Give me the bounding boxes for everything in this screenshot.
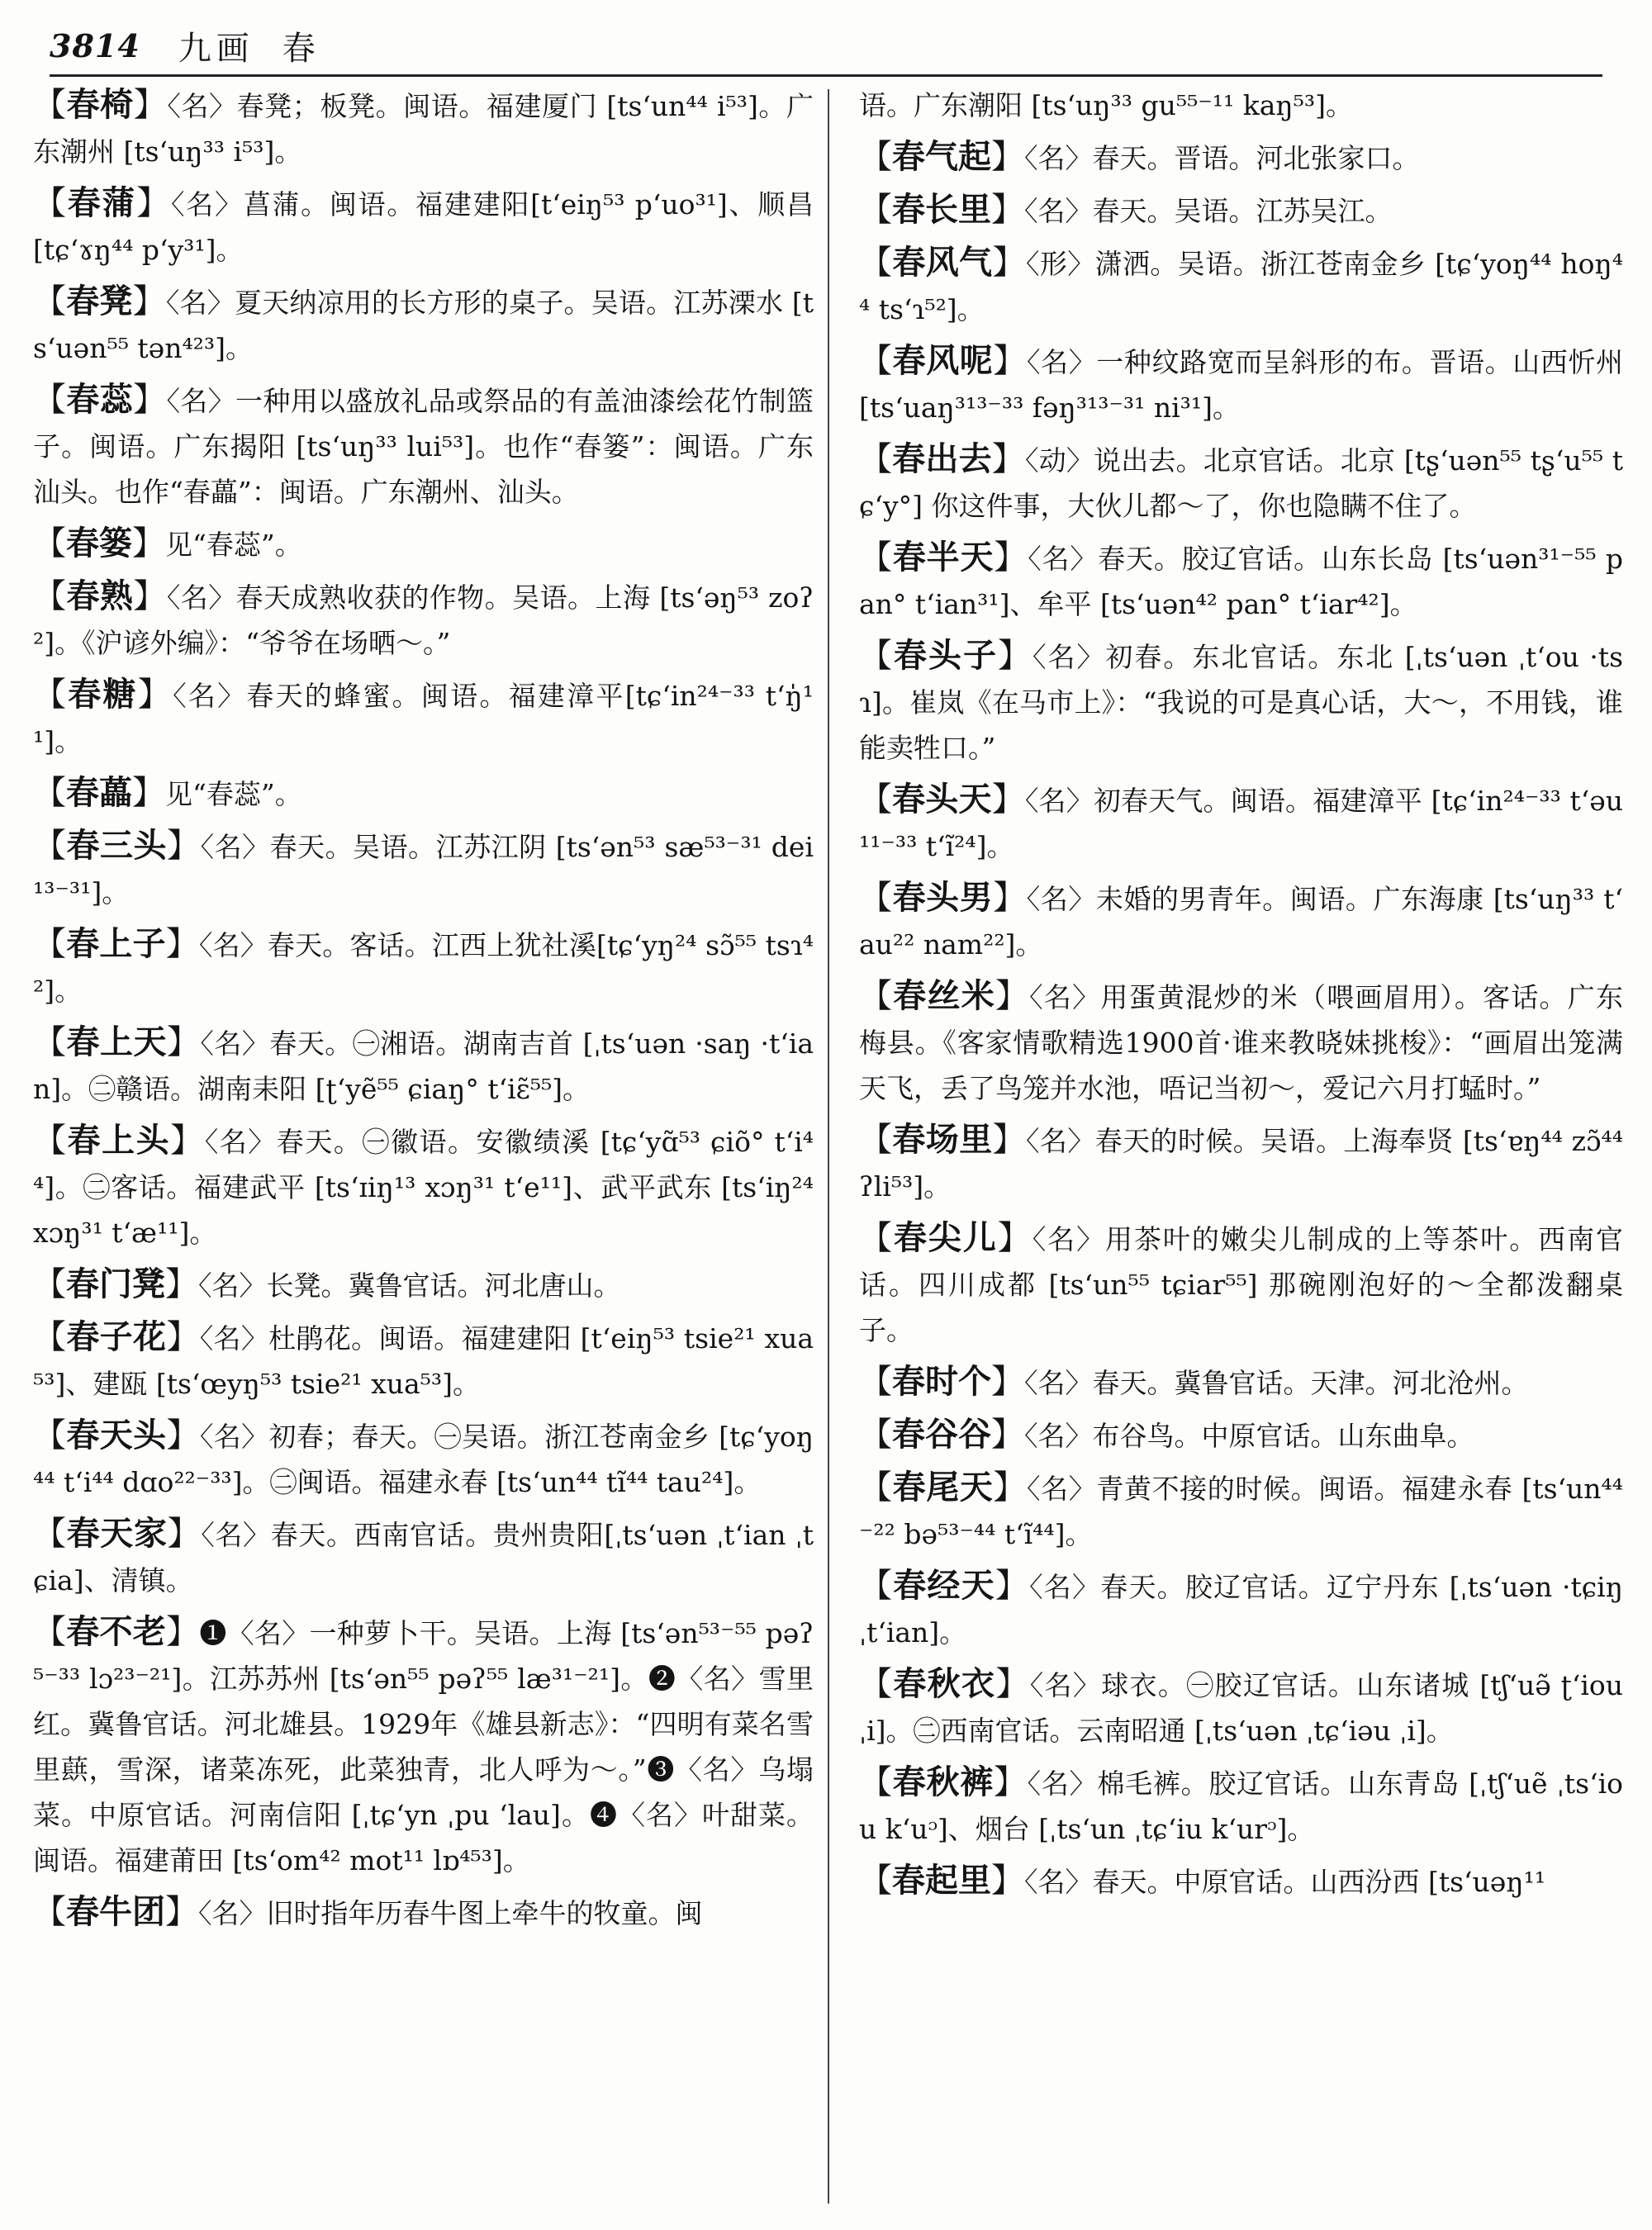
dictionary-entry [33,1020,814,1112]
entry-body: 〈名〉用蛋黄混炒的米（喂画眉用）。客话。广东梅县。《客家情歌精选1900首·谁来教晓妹挑梭》：“画眉出笼满天飞，丢了鸟笼并水池，唔记当初～，爱记六月打蜢时。” [859,981,1623,1104]
entry-headword: 【 春凳 】 [33,282,166,320]
entry-headword: 【 春上天 】 [33,1023,200,1061]
entry-headword: 【 春门凳 】 [33,1265,198,1303]
dictionary-entry [33,521,814,567]
entry-body: 〈名〉春天。西南官话。贵州贵阳[ˌtsʻuən ˌtʻian ˌtɕia]、清镇。 [33,1519,814,1597]
entry-body: 〈名〉用茶叶的嫩尖儿制成的上等茶叶。西南官话。四川成都 [tsʻun⁵⁵ tɕiar⁵⁵] 那碗刚泡好的～全都泼翻桌子。 [859,1223,1623,1346]
entry-body: 〈名〉未婚的男青年。闽语。广东海康 [tsʻuŋ³³ tʻau²² nam²²]。 [859,883,1623,961]
entry-headword: 【 春椅 】 [33,86,167,124]
dictionary-entry [859,974,1623,1111]
entry-body: 〈名〉一种纹路宽而呈斜形的布。晋语。山西忻州 [tsʻuaŋ³¹³⁻³³ fəŋ³¹³⁻³¹ ni³¹]。 [859,346,1623,424]
entry-headword: 【 春半天 】 [859,539,1028,576]
entry-headword: 【 春头男 】 [859,879,1027,917]
entry-body: 〈名〉春天。冀鲁官话。天津。河北沧州。 [1024,1367,1529,1399]
entry-headword: 【 春时个 】 [859,1363,1024,1401]
entry-headword: 【 春尾天 】 [859,1468,1027,1506]
entry-body: 〈名〉杜鹃花。闽语。福建建阳 [tʻeiŋ⁵³ tsie²¹ xua⁵³]、建瓯 [tsʻœyŋ⁵³ tsie²¹ xua⁵³]。 [33,1322,814,1400]
dictionary-entry [859,187,1623,234]
entry-headword: 【 春牛团 】 [33,1893,198,1931]
dictionary-entry [33,1118,814,1255]
dictionary-entry [859,1359,1623,1406]
entry-headword: 【 春尖儿 】 [859,1219,1032,1257]
entry-headword: 【 春不老 】 [33,1613,199,1651]
entry-headword: 【 春蕊 】 [33,381,166,419]
entry-body: 〈名〉长凳。冀鲁官话。河北唐山。 [198,1269,621,1302]
dictionary-entry [859,437,1623,529]
right-column [859,83,1623,2222]
entry-headword: 【 春上子 】 [33,925,199,963]
entry-headword: 【 春天头 】 [33,1416,200,1454]
dictionary-entry [859,1216,1623,1353]
section-char: 春 [282,29,316,68]
entry-headword: 【 春场里 】 [859,1121,1026,1159]
entry-body: 〈名〉夏天纳凉用的长方形的桌子。吴语。江苏溧水 [tsʻuən⁵⁵ tən⁴²³]。 [33,287,814,364]
entry-headword: 【 春头天 】 [859,780,1025,818]
entry-body: 〈名〉一种用以盛放礼品或祭品的有盖油漆绘花竹制篮子。闽语。广东揭阳 [tsʻuŋ³³ lui⁵³]。也作“春篓”：闽语。广东汕头。也作“春藟”：闽语。广东潮州、汕头。 [33,385,814,508]
entry-body: 〈名〉春天。中原官话。山西汾西 [tsʻuəŋ¹¹ [1024,1866,1546,1898]
column-divider [828,89,829,2204]
entry-headword: 【 春篓 】 [33,524,165,562]
dictionary-entry [33,1413,814,1505]
entry-headword: 【 春藟 】 [33,774,165,812]
entry-headword: 【 春三头 】 [33,827,201,865]
entry-body: 〈名〉初春。东北官话。东北 [ˌtsʻuən ˌtʻou ·tsɿ]。崔岚《在马市上》：“我说的可是真心话，大～，不用钱，谁能卖牲口。” [859,641,1623,764]
entry-body: 〈名〉春天。㊀湘语。湖南吉首 [ˌtsʻuən ·saŋ ·tʻian]。㊁赣语。湖南耒阳 [ʈʻyẽ⁵⁵ ɕiaŋ° tʻiɛ̃⁵⁵]。 [33,1027,814,1105]
entry-body: 〈名〉旧时指年历春牛图上牵牛的牧童。闽 [198,1897,703,1929]
dictionary-entry [859,1117,1623,1209]
entry-body: 〈形〉潇洒。吴语。浙江苍南金乡 [tɕʻyoŋ⁴⁴ hoŋ⁴⁴ tsʻɿ⁵²]。 [859,248,1623,325]
dictionary-entry [859,777,1623,869]
entry-body: 〈名〉春天。晋语。河北张家口。 [1024,142,1420,174]
header-rule [50,74,1602,77]
entry-body: 〈名〉春天。吴语。江苏江阴 [tsʻən⁵³ sæ⁵³⁻³¹ dei¹³⁻³¹]。 [33,831,814,909]
entry-headword: 【 春秋衣 】 [859,1665,1030,1703]
dictionary-entry [33,279,814,371]
dictionary-entry [859,339,1623,430]
dictionary-entry [33,377,814,515]
entry-body: 〈名〉春天。胶辽官话。辽宁丹东 [ˌtsʻuən ·tɕiŋ ˌtʻian]。 [859,1571,1623,1649]
entry-body: 〈名〉春凳；板凳。闽语。福建厦门 [tsʻun⁴⁴ i⁵³]。广东潮州 [tsʻuŋ³³ i⁵³]。 [33,90,814,168]
entry-body: 〈名〉布谷鸟。中原官话。山东曲阜。 [1024,1420,1474,1452]
entry-body: ❶〈名〉一种萝卜干。吴语。上海 [tsʻən⁵³⁻⁵⁵ pəʔ⁵⁻³³ lɔ²³⁻²¹]。江苏苏州 [tsʻən⁵⁵ pəʔ⁵⁵ læ³¹⁻²¹]。❷〈名〉雪里红。冀鲁官话。河北雄县。1929年《雄县新志》：“四明有菜名雪里蕻，雪深，诸菜冻死，此菜独青，北人呼为～。”❸〈名〉乌塌菜。中原官话。河南信阳 [ˌtɕʻyn ˌpu ʻlau]。❹〈名〉叶甜菜。闽语。福建莆田 [tsʻom⁴² mot¹¹ lɒ⁴⁵³]。 [33,1617,814,1877]
entry-headword: 【 春上头 】 [33,1122,205,1160]
dictionary-entry [859,1760,1623,1852]
entry-headword: 【 春出去 】 [859,440,1025,478]
entry-headword: 【 春天家 】 [33,1515,201,1553]
entry-headword: 【 春秋裤 】 [859,1763,1028,1801]
entry-body: 〈名〉春天的时候。吴语。上海奉贤 [tsʻɐŋ⁴⁴ zɔ̃⁴⁴ ʔli⁵³]。 [859,1125,1623,1203]
entry-body: 〈名〉菖蒲。闽语。福建建阳[tʻeiŋ⁵³ pʻuo³¹]、顺昌 [tɕʻɤŋ⁴⁴ pʻy³¹]。 [33,188,814,266]
entry-body: 〈名〉球衣。㊀胶辽官话。山东诸城 [tʃʻuə̃ ʈʻiou ˌi]。㊁西南官话。云南昭通 [ˌtsʻuən ˌtɕʻiəu ˌi]。 [859,1669,1623,1747]
page-header [50,23,1602,68]
dictionary-entry [33,672,814,764]
entry-body: 语。广东潮阳 [tsʻuŋ³³ gu⁵⁵⁻¹¹ kaŋ⁵³]。 [859,89,1353,121]
entry-body: 〈名〉青黄不接的时候。闽语。福建永春 [tsʻun⁴⁴⁻²² bə⁵³⁻⁴⁴ tʻĩ⁴⁴]。 [859,1473,1623,1550]
page-number: 3814 [50,26,140,64]
entry-headword: 【 春谷谷 】 [859,1416,1024,1454]
entry-body: 〈名〉春天的蜂蜜。闽语。福建漳平[tɕʻin²⁴⁻³³ tʻŋ̍¹¹]。 [33,680,814,757]
dictionary-entry [33,181,814,273]
entry-body: 〈名〉春天。胶辽官话。山东长岛 [tsʻuən³¹⁻⁵⁵ pan° tʻian³¹]、牟平 [tsʻuən⁴² pan° tʻiar⁴²]。 [859,543,1623,620]
dictionary-entry [859,1662,1623,1753]
dictionary-entry [859,135,1623,181]
dictionary-entry [859,535,1623,627]
dictionary-entry [859,1465,1623,1557]
dictionary-entry [859,875,1623,967]
dictionary-entry [859,1858,1623,1905]
entry-continuation [859,83,1623,128]
dictionary-entry [33,574,814,666]
entry-body: 〈名〉棉毛裤。胶辽官话。山东青岛 [ˌtʃʻuẽ ˌtsʻiou kʻuᵓ]、烟台 [ˌtsʻun ˌtɕʻiu kʻurᵓ]。 [859,1767,1623,1845]
entry-headword: 【 春风呢 】 [859,342,1027,380]
dictionary-entry [33,771,814,817]
entry-headword: 【 春丝米 】 [859,977,1029,1015]
entry-body: 〈名〉春天成熟收获的作物。吴语。上海 [tsʻəŋ⁵³ zoʔ²]。《沪谚外编》：“爷爷在场晒～。” [33,581,814,659]
entry-body: 〈动〉说出去。北京官话。北京 [tʂʻuən⁵⁵ tʂʻu⁵⁵ tɕʻy°] 你这件事，大伙儿都～了，你也隐瞒不住了。 [859,444,1623,522]
entry-body: 〈名〉初春天气。闽语。福建漳平 [tɕʻin²⁴⁻³³ tʻəu¹¹⁻³³ tʻĩ²⁴]。 [859,785,1623,862]
dictionary-entry [859,240,1623,332]
entry-headword: 【 春糖 】 [33,676,173,714]
dictionary-entry [33,83,814,174]
entry-body: 〈名〉春天。吴语。江苏吴江。 [1024,195,1393,227]
entry-headword: 【 春长里 】 [859,191,1024,229]
entry-headword: 【 春子花 】 [33,1318,200,1356]
entry-headword: 【 春头子 】 [859,637,1032,675]
dictionary-entry [33,1315,814,1407]
dictionary-entry [33,1511,814,1603]
dictionary-entry [33,1610,814,1883]
section-title: 九画 [178,29,254,68]
entry-body: 见“春蕊”。 [165,778,302,810]
entry-body: 〈名〉春天。㊀徽语。安徽绩溪 [tɕʻyɑ̃⁵³ ɕiõ° tʻi⁴⁴]。㊁客话。福建武平 [tsʻɪiŋ¹³ xɔŋ³¹ tʻe¹¹]、武平武东 [tsʻiŋ²⁴ xɔŋ³¹ tʻæ¹¹]。 [33,1126,814,1249]
left-column [33,83,814,2222]
dictionary-entry [33,922,814,1013]
entry-headword: 【 春蒲 】 [33,184,171,222]
entry-headword: 【 春起里 】 [859,1862,1024,1900]
dictionary-entry [33,1262,814,1308]
entry-body: 〈名〉春天。客话。江西上犹社溪[tɕʻyŋ²⁴ sɔ̃⁵⁵ tsɿ⁴²]。 [33,929,814,1007]
entry-headword: 【 春经天 】 [859,1567,1029,1605]
dictionary-entry [33,1890,814,1936]
entry-headword: 【 春熟 】 [33,577,167,615]
entry-headword: 【 春气起 】 [859,138,1024,176]
entry-headword: 【 春风气 】 [859,244,1026,282]
entry-body: 见“春蕊”。 [165,529,302,561]
dictionary-entry [859,633,1623,771]
dictionary-entry [859,1412,1623,1459]
entry-body: 〈名〉初春；春天。㊀吴语。浙江苍南金乡 [tɕʻyoŋ⁴⁴ tʻi⁴⁴ dɑo²²⁻³³]。㊁闽语。福建永春 [tsʻun⁴⁴ tĩ⁴⁴ tau²⁴]。 [33,1421,814,1498]
dictionary-entry [33,823,814,915]
dictionary-entry [859,1563,1623,1655]
